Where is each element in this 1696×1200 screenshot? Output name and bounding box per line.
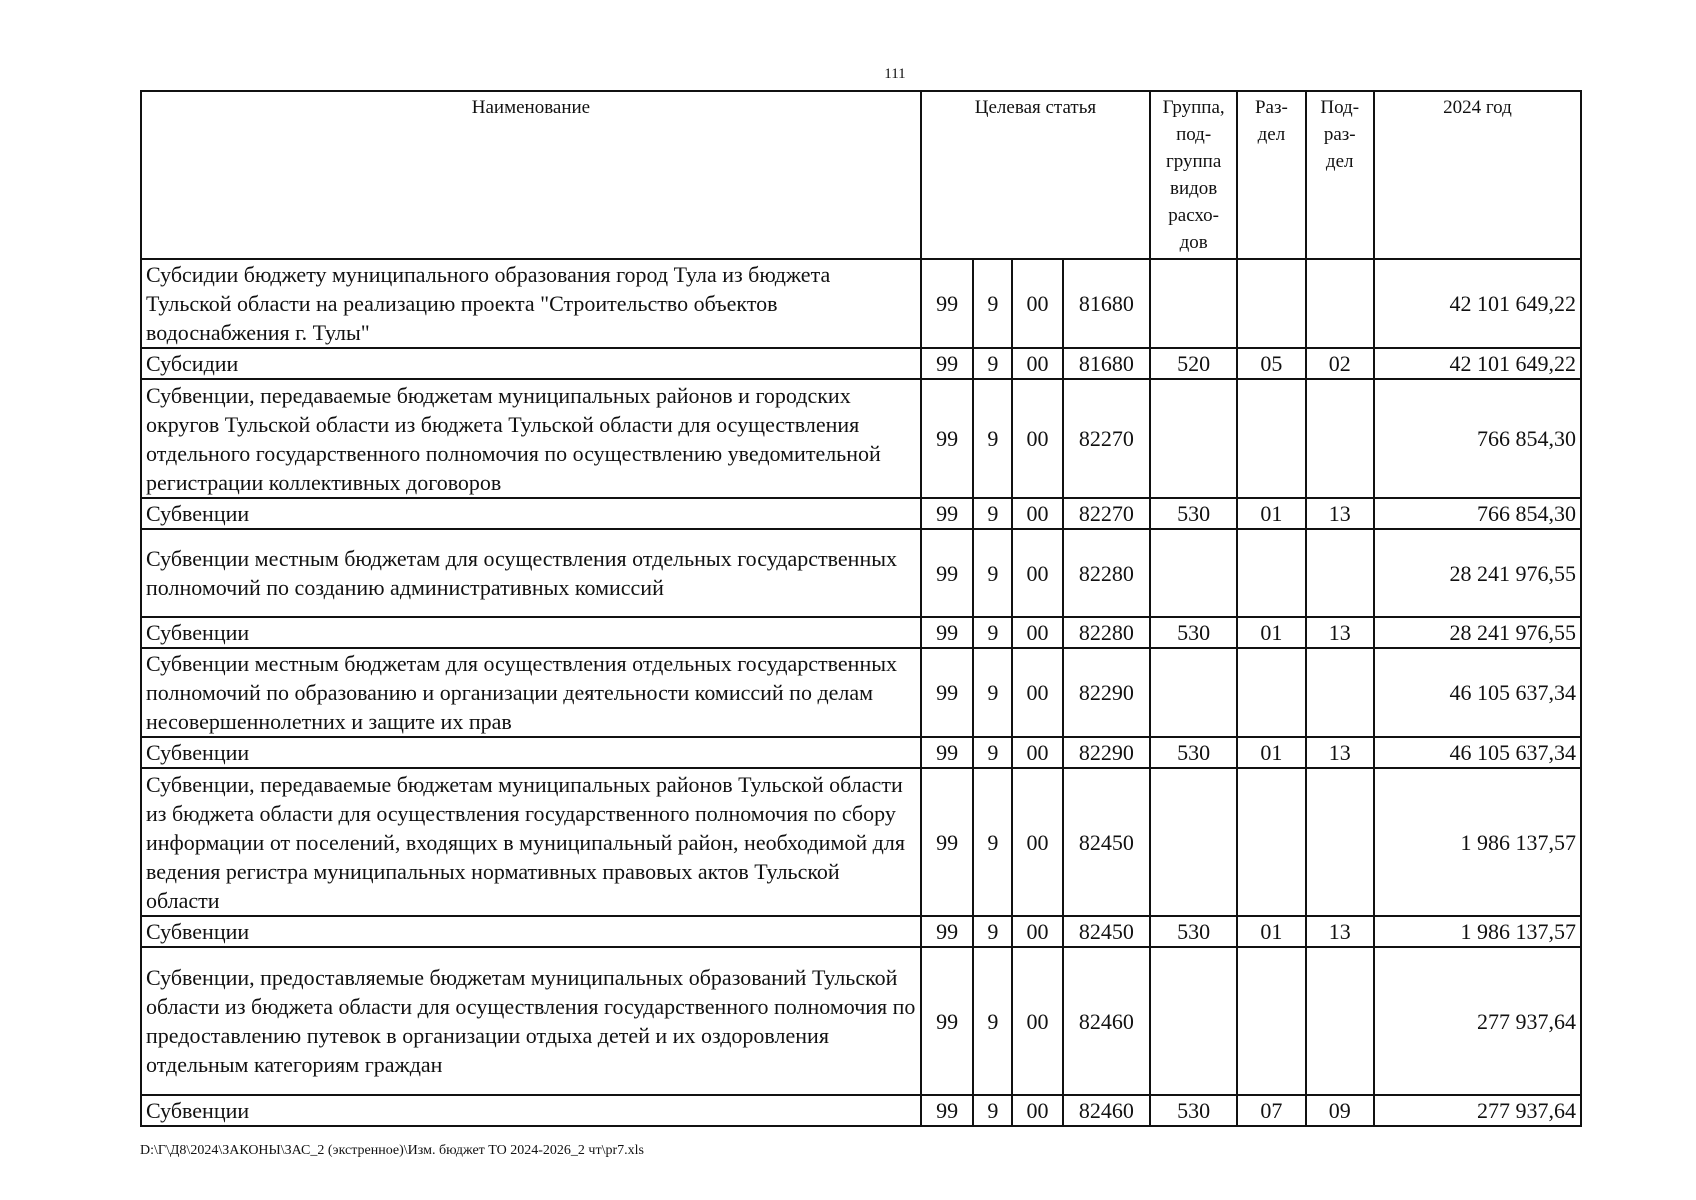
- target-article-direction-cell: 00: [1012, 648, 1062, 737]
- subsection-cell: [1306, 529, 1374, 617]
- amount-2024-cell: 42 101 649,22: [1374, 348, 1581, 379]
- target-article-code-cell: 82270: [1063, 379, 1150, 498]
- section-cell: [1237, 648, 1305, 737]
- section-cell: 01: [1237, 916, 1305, 947]
- row-name-cell: Субвенции: [141, 498, 921, 529]
- target-article-program-cell: 99: [921, 498, 974, 529]
- target-article-program-cell: 99: [921, 737, 974, 768]
- table-row: [141, 916, 1581, 947]
- target-article-direction-cell: 00: [1012, 529, 1062, 617]
- target-article-subprogram-cell: 9: [973, 617, 1012, 648]
- header-name: Наименование: [141, 91, 921, 259]
- budget-table: [140, 90, 1582, 1127]
- amount-2024-cell: 277 937,64: [1374, 947, 1581, 1095]
- row-name-cell: Субвенции: [141, 617, 921, 648]
- header-section: Раз- дел: [1237, 91, 1305, 259]
- target-article-program-cell: 99: [921, 529, 974, 617]
- target-article-direction-cell: 00: [1012, 348, 1062, 379]
- target-article-subprogram-cell: 9: [973, 737, 1012, 768]
- expense-group-cell: [1150, 947, 1237, 1095]
- subsection-cell: 13: [1306, 617, 1374, 648]
- subsection-cell: 13: [1306, 498, 1374, 529]
- amount-2024-cell: 42 101 649,22: [1374, 259, 1581, 348]
- target-article-subprogram-cell: 9: [973, 348, 1012, 379]
- target-article-direction-cell: 00: [1012, 1095, 1062, 1126]
- target-article-code-cell: 82290: [1063, 648, 1150, 737]
- expense-group-cell: 520: [1150, 348, 1237, 379]
- header-expense-group: Группа, под- группа видов расхо- дов: [1150, 91, 1237, 259]
- header-year-2024: 2024 год: [1374, 91, 1581, 259]
- row-name-cell: Субвенции местным бюджетам для осуществления отдельных государственных полномочий по созданию административных комиссий: [141, 529, 921, 617]
- amount-2024-cell: 766 854,30: [1374, 379, 1581, 498]
- target-article-subprogram-cell: 9: [973, 648, 1012, 737]
- table-row: [141, 529, 1581, 617]
- section-cell: 07: [1237, 1095, 1305, 1126]
- expense-group-cell: [1150, 648, 1237, 737]
- amount-2024-cell: 1 986 137,57: [1374, 768, 1581, 916]
- section-cell: [1237, 259, 1305, 348]
- target-article-code-cell: 82280: [1063, 529, 1150, 617]
- target-article-subprogram-cell: 9: [973, 379, 1012, 498]
- target-article-subprogram-cell: 9: [973, 498, 1012, 529]
- target-article-subprogram-cell: 9: [973, 529, 1012, 617]
- target-article-program-cell: 99: [921, 259, 974, 348]
- row-name-cell: Субвенции, передаваемые бюджетам муниципальных районов и городских округов Тульской области из бюджета Тульской области для осуществления отдельного государственного полномочия по осуществлению уведомительной регистрации коллективных договоров: [141, 379, 921, 498]
- target-article-direction-cell: 00: [1012, 259, 1062, 348]
- expense-group-cell: 530: [1150, 498, 1237, 529]
- target-article-direction-cell: 00: [1012, 379, 1062, 498]
- amount-2024-cell: 277 937,64: [1374, 1095, 1581, 1126]
- subsection-cell: [1306, 947, 1374, 1095]
- target-article-subprogram-cell: 9: [973, 947, 1012, 1095]
- target-article-subprogram-cell: 9: [973, 259, 1012, 348]
- expense-group-cell: 530: [1150, 916, 1237, 947]
- expense-group-cell: 530: [1150, 617, 1237, 648]
- table-row: [141, 768, 1581, 916]
- table-row: [141, 617, 1581, 648]
- target-article-program-cell: 99: [921, 1095, 974, 1126]
- subsection-cell: 02: [1306, 348, 1374, 379]
- row-name-cell: Субсидии бюджету муниципального образования город Тула из бюджета Тульской области на реализацию проекта "Строительство объектов водоснабжения г. Тулы": [141, 259, 921, 348]
- section-cell: [1237, 379, 1305, 498]
- target-article-code-cell: 82460: [1063, 1095, 1150, 1126]
- table-row: [141, 1095, 1581, 1126]
- row-name-cell: Субсидии: [141, 348, 921, 379]
- table-body: [141, 259, 1581, 1126]
- target-article-program-cell: 99: [921, 379, 974, 498]
- row-name-cell: Субвенции: [141, 737, 921, 768]
- subsection-cell: 13: [1306, 916, 1374, 947]
- subsection-cell: [1306, 379, 1374, 498]
- amount-2024-cell: 1 986 137,57: [1374, 916, 1581, 947]
- table-row: [141, 737, 1581, 768]
- target-article-code-cell: 81680: [1063, 348, 1150, 379]
- target-article-direction-cell: 00: [1012, 737, 1062, 768]
- target-article-code-cell: 82450: [1063, 768, 1150, 916]
- target-article-code-cell: 81680: [1063, 259, 1150, 348]
- target-article-direction-cell: 00: [1012, 498, 1062, 529]
- table-row: [141, 379, 1581, 498]
- target-article-direction-cell: 00: [1012, 916, 1062, 947]
- row-name-cell: Субвенции, предоставляемые бюджетам муниципальных образований Тульской области из бюджета области для осуществления государственного полномочия по предоставлению путевок в организации отдыха детей и их оздоровления отдельным категориям граждан: [141, 947, 921, 1095]
- target-article-direction-cell: 00: [1012, 768, 1062, 916]
- table-row: [141, 348, 1581, 379]
- table-row: [141, 259, 1581, 348]
- amount-2024-cell: 28 241 976,55: [1374, 529, 1581, 617]
- section-cell: [1237, 768, 1305, 916]
- expense-group-cell: 530: [1150, 1095, 1237, 1126]
- target-article-code-cell: 82280: [1063, 617, 1150, 648]
- target-article-program-cell: 99: [921, 648, 974, 737]
- section-cell: 01: [1237, 498, 1305, 529]
- header-target-article: Целевая статья: [921, 91, 1150, 259]
- table-row: [141, 648, 1581, 737]
- table-row: [141, 947, 1581, 1095]
- section-cell: [1237, 947, 1305, 1095]
- target-article-code-cell: 82460: [1063, 947, 1150, 1095]
- target-article-program-cell: 99: [921, 617, 974, 648]
- target-article-program-cell: 99: [921, 348, 974, 379]
- amount-2024-cell: 46 105 637,34: [1374, 648, 1581, 737]
- target-article-code-cell: 82290: [1063, 737, 1150, 768]
- target-article-code-cell: 82450: [1063, 916, 1150, 947]
- file-path-footer: D:\Г\Д8\2024\ЗАКОНЫ\ЗАС_2 (экстренное)\Изм. бюджет ТО 2024-2026_2 чт\pr7.xls: [140, 1143, 644, 1158]
- section-cell: 01: [1237, 617, 1305, 648]
- subsection-cell: [1306, 648, 1374, 737]
- amount-2024-cell: 28 241 976,55: [1374, 617, 1581, 648]
- target-article-program-cell: 99: [921, 947, 974, 1095]
- header-subsection: Под- раз- дел: [1306, 91, 1374, 259]
- expense-group-cell: [1150, 768, 1237, 916]
- section-cell: 05: [1237, 348, 1305, 379]
- table-row: [141, 498, 1581, 529]
- target-article-subprogram-cell: 9: [973, 768, 1012, 916]
- target-article-code-cell: 82270: [1063, 498, 1150, 529]
- expense-group-cell: [1150, 529, 1237, 617]
- expense-group-cell: [1150, 379, 1237, 498]
- row-name-cell: Субвенции, передаваемые бюджетам муниципальных районов Тульской области из бюджета области для осуществления государственного полномочия по сбору информации от поселений, входящих в муниципальный район, необходимой для ведения регистра муниципальных нормативных правовых актов Тульской области: [141, 768, 921, 916]
- amount-2024-cell: 46 105 637,34: [1374, 737, 1581, 768]
- amount-2024-cell: 766 854,30: [1374, 498, 1581, 529]
- expense-group-cell: 530: [1150, 737, 1237, 768]
- target-article-direction-cell: 00: [1012, 617, 1062, 648]
- expense-group-cell: [1150, 259, 1237, 348]
- target-article-program-cell: 99: [921, 916, 974, 947]
- target-article-subprogram-cell: 9: [973, 916, 1012, 947]
- section-cell: 01: [1237, 737, 1305, 768]
- subsection-cell: [1306, 768, 1374, 916]
- target-article-program-cell: 99: [921, 768, 974, 916]
- row-name-cell: Субвенции: [141, 916, 921, 947]
- subsection-cell: 13: [1306, 737, 1374, 768]
- subsection-cell: [1306, 259, 1374, 348]
- target-article-subprogram-cell: 9: [973, 1095, 1012, 1126]
- row-name-cell: Субвенции: [141, 1095, 921, 1126]
- target-article-direction-cell: 00: [1012, 947, 1062, 1095]
- page-number: 111: [884, 66, 906, 82]
- table-header-row: [141, 91, 1581, 259]
- subsection-cell: 09: [1306, 1095, 1374, 1126]
- row-name-cell: Субвенции местным бюджетам для осуществления отдельных государственных полномочий по образованию и организации деятельности комиссий по делам несовершеннолетних и защите их прав: [141, 648, 921, 737]
- section-cell: [1237, 529, 1305, 617]
